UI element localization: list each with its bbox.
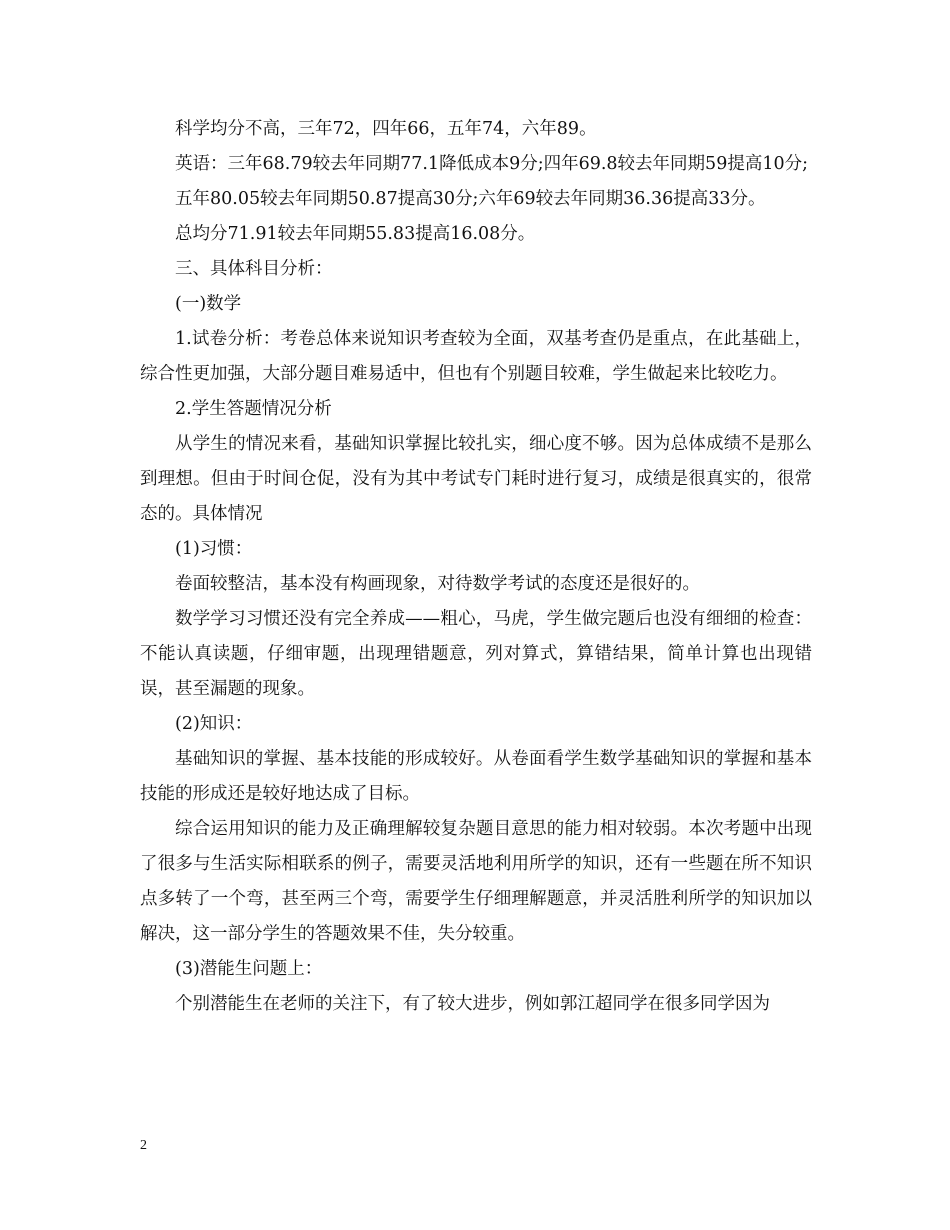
paragraph: 基础知识的掌握、基本技能的形成较好。从卷面看学生数学基础知识的掌握和基本技能的形成还是较好地达成了目标。 [140, 749, 812, 804]
paragraph: 五年80.05较去年同期50.87提高30分;六年69较去年同期36.36提高33分。 [175, 189, 766, 209]
subsection-heading: 2.学生答题情况分析 [175, 399, 332, 419]
subsection-heading: (一)数学 [175, 294, 242, 314]
paragraph: 个别潜能生在老师的关注下，有了较大进步，例如郭江超同学在很多同学因为 [175, 994, 770, 1014]
paragraph: 卷面较整洁，基本没有构画现象，对待数学考试的态度还是很好的。 [175, 574, 700, 594]
paragraph: 综合运用知识的能力及正确理解较复杂题目意思的能力相对较弱。本次考题中出现了很多与生活实际相联系的例子，需要灵活地利用所学的知识，还有一些题在所不知识点多转了一个弯，甚至两三个弯，需要学生仔细理解题意，并灵活胜利所学的知识加以解决，这一部分学生的答题效果不佳，失分较重。 [140, 819, 812, 944]
subsection-heading: (3)潜能生问题上： [175, 959, 323, 979]
paragraph: 总均分71.91较去年同期55.83提高16.08分。 [175, 224, 536, 244]
paragraph: 从学生的情况来看，基础知识掌握比较扎实，细心度不够。因为总体成绩不是那么到理想。但由于时间仓促，没有为其中考试专门耗时进行复习，成绩是很真实的，很常态的。具体情况 [140, 434, 812, 524]
paragraph: 数学学习习惯还没有完全养成——粗心，马虎，学生做完题后也没有细细的检查：不能认真读题，仔细审题，出现理错题意，列对算式，算错结果，简单计算也出现错误，甚至漏题的现象。 [140, 609, 812, 699]
paragraph: 1.试卷分析：考卷总体来说知识考查较为全面，双基考查仍是重点，在此基础上，综合性更加强，大部分题目难易适中，但也有个别题目较难，学生做起来比较吃力。 [140, 329, 812, 384]
paragraph: 科学均分不高，三年72，四年66，五年74，六年89。 [175, 119, 597, 139]
page-number: 2 [140, 1138, 147, 1153]
document-body [140, 112, 812, 1022]
subsection-heading: (2)知识： [175, 714, 253, 734]
section-heading: 三、具体科目分析： [175, 259, 333, 279]
paragraph: 英语：三年68.79较去年同期77.1降低成本9分;四年69.8较去年同期59提高10分; [175, 154, 808, 174]
subsection-heading: (1)习惯： [175, 539, 253, 559]
